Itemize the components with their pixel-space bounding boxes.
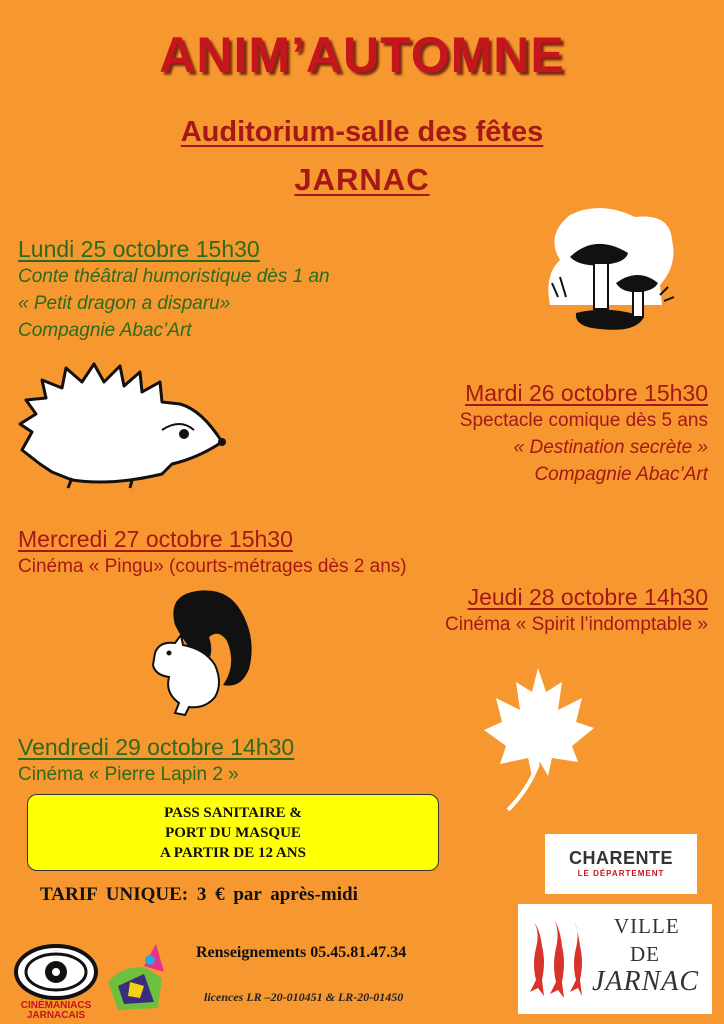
charente-logo-main: CHARENTE (568, 848, 673, 868)
venue-heading (0, 116, 724, 149)
event-company: Compagnie Abac’Art (18, 320, 192, 341)
ville-de-jarnac-logo (518, 904, 712, 1014)
event-description: Cinéma « Pierre Lapin 2 » (18, 764, 239, 785)
hedgehog-icon (12, 360, 232, 490)
event-jeudi (288, 584, 708, 638)
licences-text: licences LR –20-010451 & LR-20-01450 (204, 990, 404, 1004)
logo-caption-2: JARNACAIS (26, 1010, 86, 1020)
contact-phone: Renseignements 05.45.81.47.34 (196, 944, 407, 961)
poster-title: ANIM’AUTOMNE (159, 27, 565, 83)
maple-leaf-icon (478, 664, 598, 814)
event-show-title: « Petit dragon a disparu» (18, 293, 231, 314)
colorful-logo-icon (104, 942, 168, 1014)
event-description: Cinéma « Pingu» (courts-métrages dès 2 ans) (18, 556, 407, 577)
town-text: JARNAC (294, 162, 430, 197)
de-text: DE (630, 942, 660, 966)
price-text: TARIF UNIQUE: 3 € par après-midi (40, 884, 358, 905)
sanitary-notice-box (27, 794, 439, 871)
event-date: Jeudi 28 octobre 14h30 (467, 584, 708, 610)
event-show-title: « Destination secrète » (513, 437, 708, 458)
charente-logo (545, 834, 697, 894)
event-company: Compagnie Abac’Art (534, 464, 708, 485)
event-description: Conte théâtral humoristique dès 1 an (18, 266, 330, 287)
event-date: Vendredi 29 octobre 14h30 (18, 734, 295, 760)
charente-logo-sub: LE DÉPARTEMENT (577, 869, 665, 878)
notice-line: PORT DU MASQUE (165, 825, 301, 841)
event-lundi (18, 236, 438, 344)
event-description: Spectacle comique dès 5 ans (459, 410, 708, 431)
event-date: Mardi 26 octobre 15h30 (465, 380, 708, 406)
event-mardi (288, 380, 708, 488)
notice-line: A PARTIR DE 12 ANS (160, 845, 306, 861)
fish-emblem-icon (524, 918, 584, 1002)
event-mercredi (18, 526, 478, 580)
notice-line: PASS SANITAIRE & (164, 805, 302, 821)
venue-text: Auditorium-salle des fêtes (180, 116, 544, 148)
event-date: Mercredi 27 octobre 15h30 (18, 526, 293, 552)
eye-logo-icon (12, 942, 100, 1020)
jarnac-logo-text: JARNAC (592, 966, 700, 997)
mushroom-icon (540, 205, 680, 335)
ville-text: VILLE (614, 914, 680, 938)
event-description: Cinéma « Spirit l’indomptable » (445, 614, 708, 635)
squirrel-icon (145, 585, 265, 720)
town-heading (0, 162, 724, 198)
event-date: Lundi 25 octobre 15h30 (18, 236, 260, 262)
logo-caption: CINÉMANIACS (20, 1000, 92, 1011)
event-vendredi (18, 734, 438, 788)
